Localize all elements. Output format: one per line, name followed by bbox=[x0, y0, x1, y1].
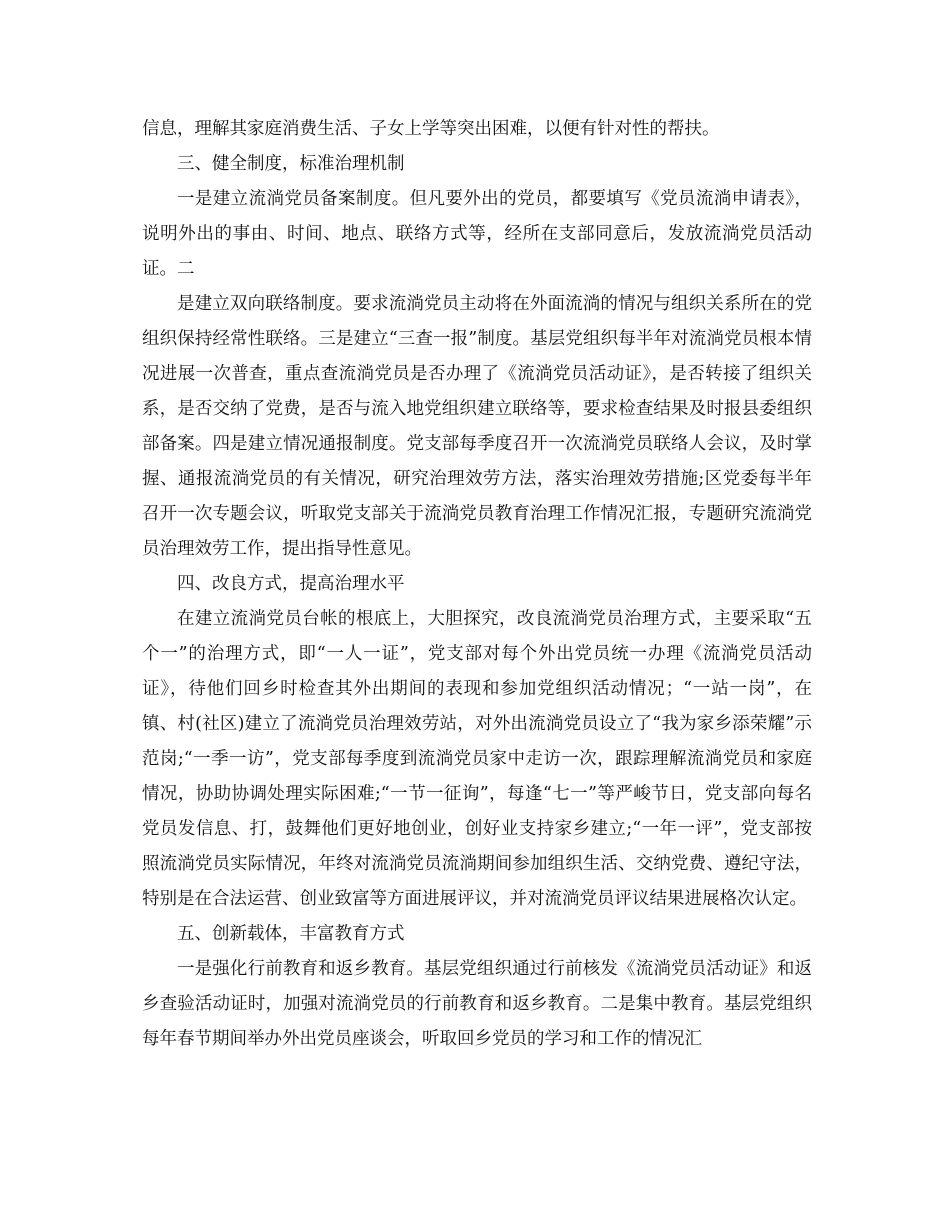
paragraph-liaison-system: 是建立双向联络制度。要求流淌党员主动将在外面流淌的情况与组织关系所在的党组织保持经常性联络。三是建立“三查一报”制度。基层党组织每半年对流淌党员根本情况进展一次普查，重点查流淌党员是否办理了《流淌党员活动证》，是否转接了组织关系，是否交纳了党费，是否与流入地党组织建立联络等，要求检查结果及时报县委组织部备案。四是建立情况通报制度。党支部每季度召开一次流淌党员联络人会议，及时掌握、通报流淌党员的有关情况，研究治理效劳方法，落实治理效劳措施;区党委每半年召开一次专题会议，听取党支部关于流淌党员教育治理工作情况汇报，专题研究流淌党员治理效劳工作，提出指导性意见。 bbox=[142, 294, 812, 559]
document-page bbox=[142, 112, 812, 1057]
paragraph-management-methods: 在建立流淌党员台帐的根底上，大胆探究，改良流淌党员治理方式，主要采取“五个一”的治理方式，即“一人一证”，党支部对每个外出党员统一办理《流淌党员活动证》，待他们回乡时检查其外出期间的表现和参加党组织活动情况；“一站一岗”，在镇、村(社区)建立了流淌党员治理效劳站，对外出流淌党员设立了“我为家乡添荣耀”示范岗;“一季一访”，党支部每季度到流淌党员家中走访一次，跟踪理解流淌党员和家庭情况，协助协调处理实际困难;“一节一征询”，每逢“七一”等严峻节日，党支部向每名党员发信息、打，鼓舞他们更好地创业，创好业支持家乡建立;“一年一评”，党支部按照流淌党员实际情况，年终对流淌党员流淌期间参加组织生活、交纳党费、遵纪守法，特别是在合法运营、创业致富等方面进展评议，并对流淌党员评议结果进展格次认定。 bbox=[142, 609, 812, 909]
paragraph-intro: 信息，理解其家庭消费生活、子女上学等突出困难，以便有针对性的帮扶。 bbox=[142, 119, 720, 139]
section-heading-4: 四、改良方式，提高治理水平 bbox=[177, 574, 405, 594]
paragraph-education: 一是强化行前教育和返乡教育。基层党组织通过行前核发《流淌党员活动证》和返乡查验活动证时，加强对流淌党员的行前教育和返乡教育。二是集中教育。基层党组织每年春节期间举办外出党员座谈会，听取回乡党员的学习和工作的情况汇 bbox=[142, 959, 812, 1049]
section-heading-3: 三、健全制度，标准治理机制 bbox=[177, 154, 405, 174]
section-heading-5: 五、创新载体，丰富教育方式 bbox=[177, 924, 405, 944]
paragraph-filing-system: 一是建立流淌党员备案制度。但凡要外出的党员，都要填写《党员流淌申请表》，说明外出的事由、时间、地点、联络方式等，经所在支部同意后，发放流淌党员活动证。二 bbox=[142, 189, 812, 279]
